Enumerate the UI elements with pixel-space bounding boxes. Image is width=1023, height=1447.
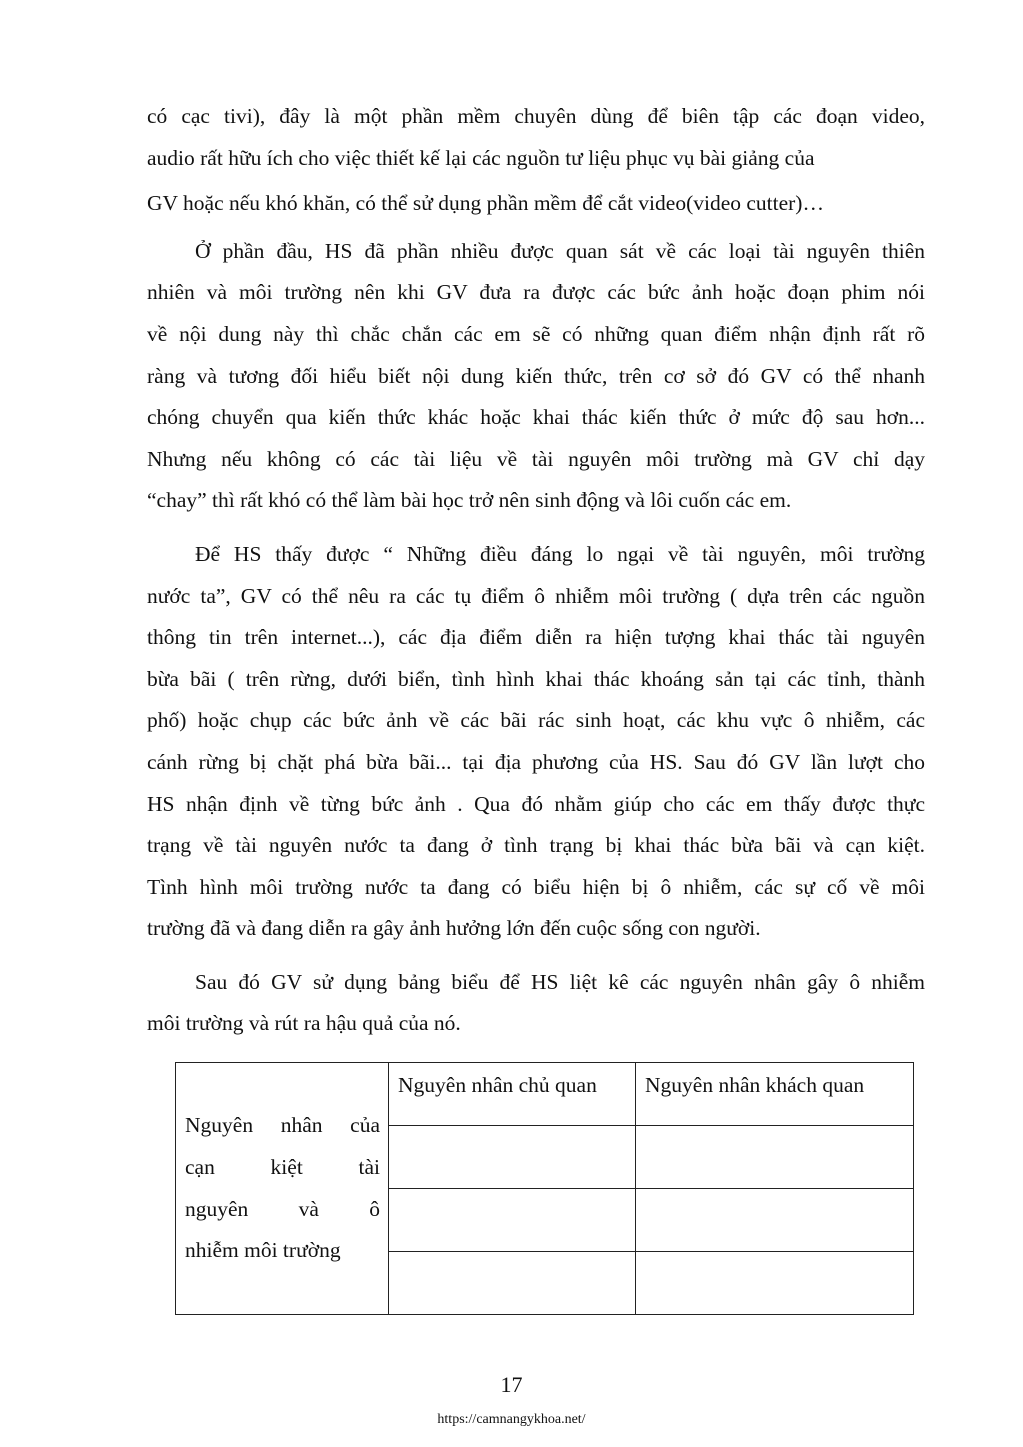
text-line: Sau đó GV sử dụng bảng biểu để HS liệt kê các nguyên nhân gây ô nhiễm: [195, 969, 925, 994]
row-label-line: nguyên và ô: [185, 1196, 380, 1221]
text-line: GV hoặc nếu khó khăn, có thể sử dụng phần mềm để cắt video(video cutter)…: [147, 191, 824, 216]
row-label-line: cạn kiệt tài: [185, 1154, 380, 1179]
table-row: [176, 1063, 914, 1126]
text-line: có cạc tivi), đây là một phần mềm chuyên dùng để biên tập các đoạn video,: [147, 104, 925, 128]
row-label-cell: [176, 1063, 389, 1315]
text-line: “chay” thì rất khó có thể làm bài học trở nên sinh động và lôi cuốn các em.: [147, 488, 792, 513]
header-objective-causes: Nguyên nhân khách quan: [636, 1063, 914, 1126]
text-line: HS nhận định về từng bức ảnh . Qua đó nhằm giúp cho các em thấy được thực: [147, 791, 925, 816]
row-label-line: nhiễm môi trường: [185, 1238, 341, 1263]
text-line: chóng chuyển qua kiến thức khác hoặc khai thác kiến thức ở mức độ sau hơn...: [147, 405, 925, 430]
text-line: Nhưng nếu không có các tài liệu về tài nguyên môi trường mà GV chỉ dạy: [147, 446, 925, 471]
text-line: nước ta”, GV có thể nêu ra các tụ điểm ô nhiễm môi trường ( dựa trên các nguồn: [147, 583, 925, 608]
text-line: nhiên và môi trường nên khi GV đưa ra được các bức ảnh hoặc đoạn phim nói: [147, 280, 925, 305]
empty-cell: [636, 1252, 914, 1315]
text-line: ràng và tương đối hiểu biết nội dung kiến thức, trên cơ sở đó GV có thể nhanh: [147, 363, 925, 388]
text-line: về nội dung này thì chắc chắn các em sẽ có những quan điểm nhận định rất rõ: [147, 321, 925, 346]
text-line: bừa bãi ( trên rừng, dưới biển, tình hình khai thác khoáng sản tại các tỉnh, thành: [147, 666, 925, 691]
footer-url: https://camnangykhoa.net/: [437, 1412, 586, 1427]
document-body: [147, 96, 925, 1045]
paragraph-3: [147, 534, 925, 950]
empty-cell: [389, 1189, 636, 1252]
paragraph-1: [147, 96, 925, 225]
header-subjective-causes: Nguyên nhân chủ quan: [389, 1063, 636, 1126]
paragraph-4: [147, 962, 925, 1045]
text-line: Để HS thấy được “ Những điều đáng lo ngại về tài nguyên, môi trường: [195, 541, 925, 566]
text-line: môi trường và rút ra hậu quả của nó.: [147, 1011, 461, 1036]
page-number: 17: [500, 1372, 523, 1397]
empty-cell: [636, 1189, 914, 1252]
text-line: trường đã và đang diễn ra gây ảnh hưởng lớn đến cuộc sống con người.: [147, 916, 761, 941]
text-line: phố) hoặc chụp các bức ảnh về các bãi rác sinh hoạt, các khu vực ô nhiễm, các: [147, 708, 925, 733]
row-label-line: Nguyên nhân của: [185, 1113, 380, 1138]
text-line: trạng về tài nguyên nước ta đang ở tình trạng bị khai thác bừa bãi và cạn kiệt.: [147, 833, 925, 858]
empty-cell: [389, 1252, 636, 1315]
causes-table: [175, 1062, 914, 1315]
text-line: cánh rừng bị chặt phá bừa bãi... tại địa phương của HS. Sau đó GV lần lượt cho: [147, 749, 925, 774]
paragraph-2: [147, 231, 925, 522]
text-line: audio rất hữu ích cho việc thiết kế lại các nguồn tư liệu phục vụ bài giảng của: [147, 145, 815, 170]
text-line: thông tin trên internet...), các địa điểm diễn ra hiện tượng khai thác tài nguyên: [147, 625, 925, 650]
text-line: Ở phần đầu, HS đã phần nhiều được quan sát về các loại tài nguyên thiên: [195, 238, 925, 263]
empty-cell: [636, 1126, 914, 1189]
text-line: Tình hình môi trường nước ta đang có biểu hiện bị ô nhiễm, các sự cố về môi: [147, 874, 925, 899]
empty-cell: [389, 1126, 636, 1189]
